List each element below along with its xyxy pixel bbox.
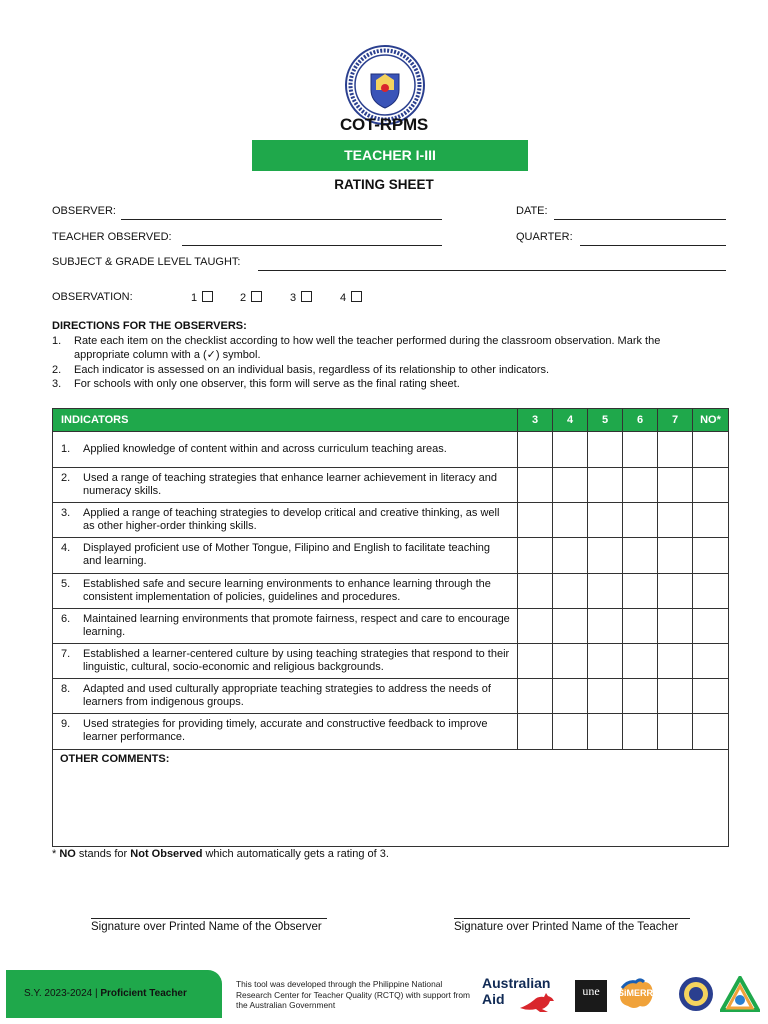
observation-option-4[interactable] [340,291,362,304]
observation-option-label: 3 [290,292,297,304]
quarter-label: QUARTER: [516,231,573,243]
rating-cell[interactable] [693,714,729,749]
teacher-signature-label: Signature over Printed Name of the Teacher [454,921,679,933]
rating-cell[interactable] [588,608,623,643]
table-row [53,503,729,538]
rating-cell[interactable] [553,608,588,643]
observation-option-1[interactable] [191,291,213,304]
kangaroo-icon [516,992,558,1012]
rating-cell[interactable] [588,503,623,538]
indicator-number: 3. [61,507,71,520]
rating-cell[interactable] [693,608,729,643]
rating-column-3: 3 [518,409,553,432]
rating-column-6: 6 [623,409,658,432]
footnote-not-observed: Not Observed [130,848,203,860]
other-comments-box[interactable] [53,749,729,846]
form-subtitle: RATING SHEET [334,177,434,192]
quarter-line [580,245,726,246]
smerr-logo [616,978,656,1012]
indicator-text: Used strategies for providing timely, accurate and constructive feedback to improve learner performance. [83,718,488,744]
indicator-cell [53,468,518,503]
rating-cell[interactable] [623,608,658,643]
indicator-number: 5. [61,577,71,590]
rating-cell[interactable] [693,503,729,538]
rating-cell[interactable] [588,468,623,503]
subject-field[interactable] [52,256,726,270]
une-logo [575,980,607,1012]
rating-cell[interactable] [658,503,693,538]
comments-row [53,749,729,846]
teacher-level-banner: TEACHER I-III [252,140,528,171]
table-row [53,432,729,468]
triangle-logo [720,976,760,1014]
table-row [53,714,729,749]
rating-cell[interactable] [518,468,553,503]
indicator-text: Adapted and used culturally appropriate teaching strategies to address the needs of learners from indigenous groups. [83,683,491,709]
rating-cell[interactable] [623,714,658,749]
other-comments-label: OTHER COMMENTS: [60,752,170,765]
rating-column-5: 5 [588,409,623,432]
rating-cell[interactable] [588,432,623,468]
direction-text: Each indicator is assessed on an individual basis, regardless of its relationship to other indicators. [74,363,550,376]
indicator-cell [53,573,518,608]
rating-cell[interactable] [658,608,693,643]
deped-seal-logo [344,44,426,126]
direction-item [52,363,712,378]
rating-cell[interactable] [623,468,658,503]
rating-cell[interactable] [693,679,729,714]
rating-cell[interactable] [658,679,693,714]
school-year-text: S.Y. 2023-2024 | [24,988,98,999]
rating-cell[interactable] [658,432,693,468]
rating-cell[interactable] [588,643,623,678]
form-title: COT-RPMS [339,115,429,134]
rating-cell[interactable] [588,573,623,608]
observation-option-label: 2 [240,292,247,304]
direction-item [52,334,712,363]
indicator-number: 4. [61,542,71,555]
indicator-text: Applied a range of teaching strategies to develop critical and creative thinking, as well as other higher-order thinking skills. [83,507,500,533]
rating-cell[interactable] [518,714,553,749]
observation-option-2[interactable] [240,291,262,304]
australian-aid-logo [482,976,560,1014]
rating-cell[interactable] [693,643,729,678]
footnote-star: * [52,848,57,860]
table-header-row [53,409,729,432]
australian-aid-line1: Australian [482,975,551,991]
table-row [53,468,729,503]
rating-cell[interactable] [623,538,658,573]
directions-section [52,319,712,392]
teacher-observed-field[interactable] [52,231,442,245]
indicator-text: Used a range of teaching strategies that enhance learner achievement in literacy and numeracy skills. [83,472,497,498]
checkbox-icon[interactable] [351,291,362,302]
observation-label: OBSERVATION: [52,291,133,303]
teacher-observed-label: TEACHER OBSERVED: [52,231,172,243]
rating-cell[interactable] [553,573,588,608]
rating-cell[interactable] [658,714,693,749]
table-row [53,573,729,608]
rating-cell[interactable] [553,432,588,468]
rctq-seal-logo [678,976,714,1012]
rating-cell[interactable] [518,573,553,608]
observation-option-label: 1 [191,292,198,304]
subject-label: SUBJECT & GRADE LEVEL TAUGHT: [52,256,241,268]
direction-text: For schools with only one observer, this form will serve as the final rating sheet. [74,378,460,390]
direction-number: 2. [52,363,62,376]
checkbox-icon[interactable] [301,291,312,302]
checkbox-icon[interactable] [251,291,262,302]
rating-cell[interactable] [553,643,588,678]
rating-cell[interactable] [518,643,553,678]
rating-cell[interactable] [518,679,553,714]
rating-column-no: NO* [693,409,729,432]
checkbox-icon[interactable] [202,291,213,302]
indicator-number: 1. [61,443,71,455]
indicator-text: Displayed proficient use of Mother Tongue, Filipino and English to facilitate teaching and learning. [83,542,491,568]
rating-cell[interactable] [658,538,693,573]
observation-option-3[interactable] [290,291,312,304]
indicator-text: Maintained learning environments that promote fairness, respect and care to encourage learning. [83,612,510,638]
rating-cell[interactable] [518,503,553,538]
rating-cell[interactable] [658,573,693,608]
rating-cell[interactable] [553,503,588,538]
rating-cell[interactable] [693,468,729,503]
teacher-observed-line [182,245,442,246]
rating-cell[interactable] [588,714,623,749]
rating-cell[interactable] [553,538,588,573]
indicator-text: Established safe and secure learning environments to enhance learning through the consistent implementation of policies, guidelines and procedures. [83,577,491,603]
teacher-signature[interactable] [454,918,690,933]
subject-line [258,270,726,271]
rating-cell[interactable] [518,432,553,468]
indicators-header: INDICATORS [53,409,518,432]
rating-cell[interactable] [623,573,658,608]
indicator-text: Applied knowledge of content within and across curriculum teaching areas. [83,443,447,455]
rating-cell[interactable] [518,608,553,643]
date-field[interactable] [516,205,726,219]
direction-item [52,377,712,392]
indicators-table [52,408,729,847]
rating-cell[interactable] [623,432,658,468]
rating-cell[interactable] [693,538,729,573]
smerr-text: SiMERR [618,988,654,998]
footnote [52,848,389,860]
indicator-number: 8. [61,683,71,696]
observer-signature[interactable] [91,918,327,933]
table-row [53,538,729,573]
date-line [554,219,726,220]
indicator-cell [53,608,518,643]
direction-number: 1. [52,334,62,347]
indicator-cell [53,679,518,714]
observation-option-label: 4 [340,292,347,304]
indicator-number: 6. [61,612,71,625]
observer-field[interactable] [52,205,442,219]
indicator-cell [53,432,518,468]
indicator-cell [53,714,518,749]
rating-cell[interactable] [553,468,588,503]
table-row [53,679,729,714]
teacher-level-text: Proficient Teacher [100,988,187,999]
rating-cell[interactable] [623,643,658,678]
rating-cell[interactable] [623,503,658,538]
date-label: DATE: [516,205,548,217]
footnote-no: NO [59,848,76,860]
une-text: une [582,984,600,998]
observer-line [121,219,442,220]
indicator-cell [53,503,518,538]
table-row [53,643,729,678]
direction-text: Rate each item on the checklist according to how well the teacher performed during the classroom observation. Mark the appropriate column with a (✓) symbol. [74,334,661,361]
rating-cell[interactable] [693,573,729,608]
footer-credit: This tool was developed through the Philippine National Research Center for Teacher Quality (RCTQ) with support from the Australian Government [236,979,470,1010]
table-row [53,608,729,643]
rating-column-4: 4 [553,409,588,432]
rating-cell[interactable] [693,432,729,468]
rating-cell[interactable] [658,643,693,678]
indicator-number: 7. [61,648,71,661]
signature-line [454,918,690,919]
footnote-rest: which automatically gets a rating of 3. [205,848,389,860]
rating-cell[interactable] [518,538,553,573]
rating-cell[interactable] [588,679,623,714]
rating-cell[interactable] [553,679,588,714]
indicator-number: 2. [61,472,71,485]
directions-heading: DIRECTIONS FOR THE OBSERVERS: [52,320,247,332]
indicator-cell [53,538,518,573]
observer-signature-label: Signature over Printed Name of the Observer [91,921,322,933]
indicator-number: 9. [61,718,71,731]
australian-aid-line2: Aid [482,991,505,1007]
footnote-stands-for: stands for [78,848,128,860]
direction-number: 3. [52,378,62,390]
quarter-field[interactable] [516,231,726,245]
signature-line [91,918,327,919]
observer-label: OBSERVER: [52,205,116,217]
rating-column-7: 7 [658,409,693,432]
rating-cell[interactable] [588,538,623,573]
indicator-cell [53,643,518,678]
footer-school-year [6,970,222,1018]
rating-cell[interactable] [623,679,658,714]
rating-cell[interactable] [553,714,588,749]
indicator-text: Established a learner-centered culture by using teaching strategies that respond to their linguistic, cultural, socio-economic and religious backgrounds. [83,648,510,674]
rating-cell[interactable] [658,468,693,503]
